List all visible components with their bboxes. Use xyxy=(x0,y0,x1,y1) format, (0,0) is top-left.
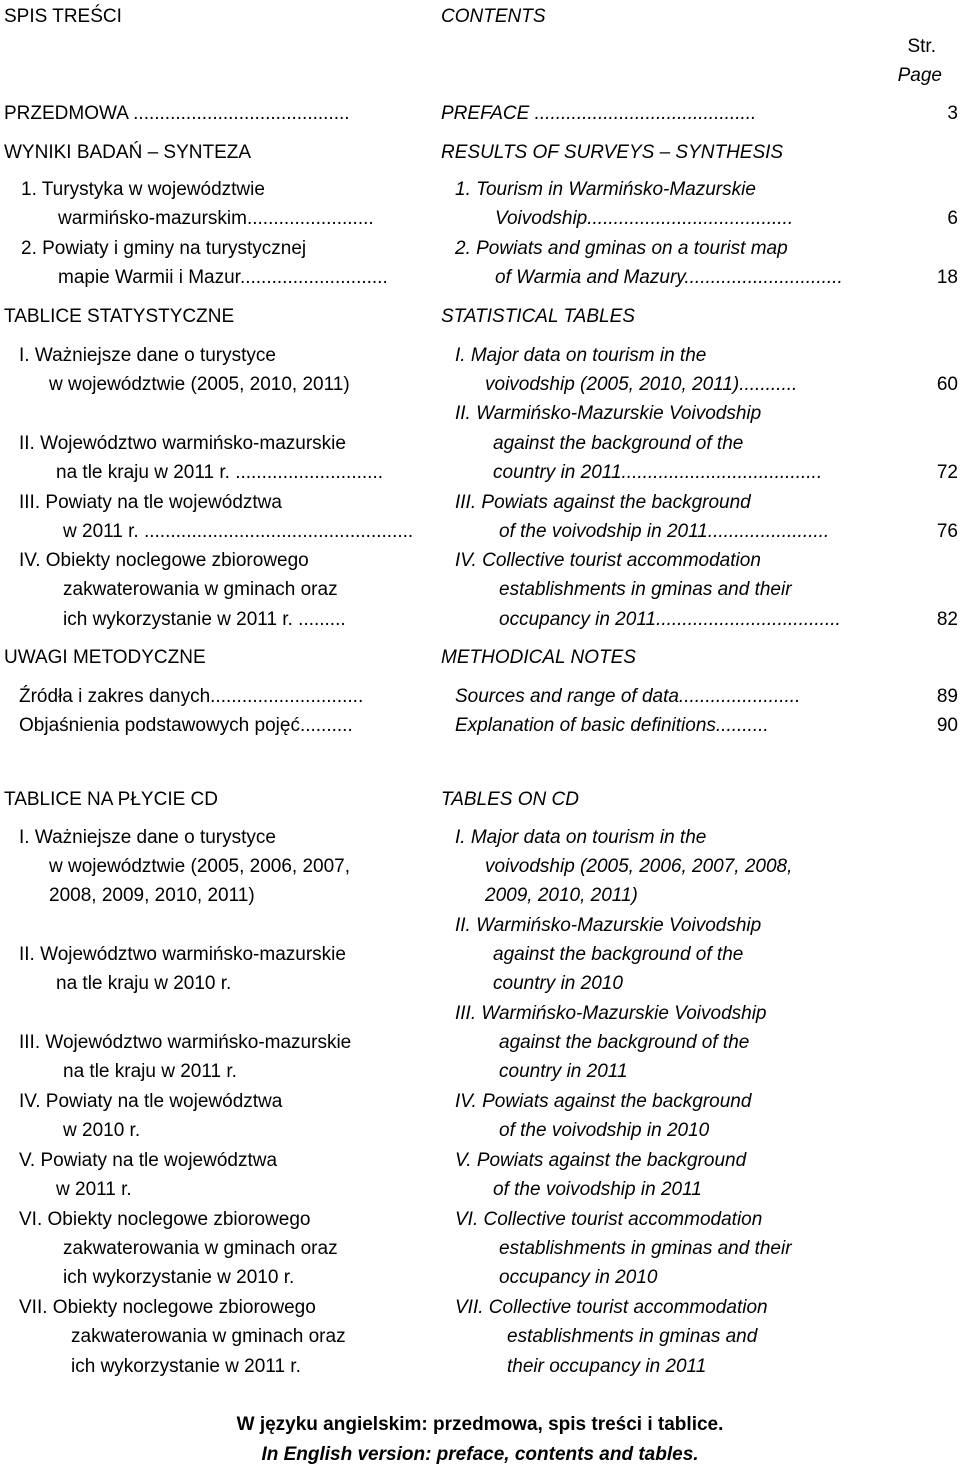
item1-pl-line2: warmińsko-mazurskim........................ xyxy=(58,208,374,229)
cd-pl-1-line3: 2008, 2009, 2010, 2011) xyxy=(49,885,255,906)
table1-pl-line2: w województwie (2005, 2010, 2011) xyxy=(49,374,350,395)
table1-en-line2: voivodship (2005, 2010, 2011)........... xyxy=(485,374,798,395)
table2-pl-line2: na tle kraju w 2011 r. ............................ xyxy=(56,462,383,483)
cd-pl-4-line2: w 2010 r. xyxy=(63,1120,141,1141)
cd-en-2-line3: country in 2010 xyxy=(493,973,623,994)
item1-en-line2: Voivodship....................................... xyxy=(495,208,794,229)
sources-pl: Źródła i zakres danych............................. xyxy=(19,686,364,707)
cd-en-7-line3: their occupancy in 2011 xyxy=(507,1356,707,1377)
cd-heading-en: TABLES ON CD xyxy=(441,789,579,810)
cd-pl-4-line1: IV. Powiaty na tle województwa xyxy=(19,1091,283,1112)
preface-en: PREFACE .......................................... xyxy=(441,103,757,124)
item2-page: 18 xyxy=(936,267,958,288)
cd-pl-3-line2: na tle kraju w 2011 r. xyxy=(63,1061,237,1082)
preface-page: 3 xyxy=(947,103,958,124)
explanation-en: Explanation of basic definitions.......... xyxy=(455,715,769,736)
cd-en-1-line2: voivodship (2005, 2006, 2007, 2008, xyxy=(485,856,793,877)
page-column-label-pl: Str. xyxy=(907,36,936,57)
table2-en-line3: country in 2011...................................... xyxy=(493,462,823,483)
cd-pl-5-line1: V. Powiaty na tle województwa xyxy=(19,1150,278,1171)
item2-pl-line2: mapie Warmii i Mazur............................ xyxy=(58,267,388,288)
table3-pl-line2: w 2011 r. ................................................... xyxy=(63,521,414,542)
table2-page: 72 xyxy=(936,462,958,483)
cd-pl-2-line2: na tle kraju w 2010 r. xyxy=(56,973,232,994)
page-column-label-en: Page xyxy=(897,65,942,86)
table2-en-line2: against the background of the xyxy=(493,433,744,454)
table3-en-line1: III. Powiats against the background xyxy=(455,492,751,513)
item1-en-line1: 1. Tourism in Warmińsko-Mazurskie xyxy=(455,179,756,200)
cd-en-3-line3: country in 2011 xyxy=(499,1061,628,1082)
item2-en-line2: of Warmia and Mazury.............................. xyxy=(495,267,843,288)
cd-en-2-line1: II. Warmińsko-Mazurskie Voivodship xyxy=(455,915,762,936)
cd-pl-1-line1: I. Ważniejsze dane o turystyce xyxy=(19,827,276,848)
preface-pl: PRZEDMOWA ......................................... xyxy=(4,103,350,124)
table4-en-line1: IV. Collective tourist accommodation xyxy=(455,550,761,571)
table4-pl-line2: zakwaterowania w gminach oraz xyxy=(63,579,338,600)
item2-en-line1: 2. Powiats and gminas on a tourist map xyxy=(455,238,788,259)
cd-pl-3-line1: III. Województwo warmińsko-mazurskie xyxy=(19,1032,352,1053)
cd-pl-6-line3: ich wykorzystanie w 2010 r. xyxy=(63,1267,295,1288)
explanation-pl: Objaśnienia podstawowych pojęć.......... xyxy=(19,715,353,736)
sources-page: 89 xyxy=(936,686,958,707)
table3-pl-line1: III. Powiaty na tle województwa xyxy=(19,492,282,513)
table3-en-line2: of the voivodship in 2011....................... xyxy=(499,521,830,542)
page-title-en: CONTENTS xyxy=(441,6,546,27)
table3-page: 76 xyxy=(936,521,958,542)
cd-en-1-line3: 2009, 2010, 2011) xyxy=(485,885,638,906)
table2-en-line1: II. Warmińsko-Mazurskie Voivodship xyxy=(455,403,762,424)
cd-en-6-line2: establishments in gminas and their xyxy=(499,1238,792,1259)
cd-pl-7-line1: VII. Obiekty noclegowe zbiorowego xyxy=(19,1297,316,1318)
table4-pl-line1: IV. Obiekty noclegowe zbiorowego xyxy=(19,550,309,571)
cd-en-2-line2: against the background of the xyxy=(493,944,744,965)
footer-note-en: In English version: preface, contents and tables. xyxy=(261,1444,699,1465)
table1-en-line1: I. Major data on tourism in the xyxy=(455,345,707,366)
cd-en-5-line1: V. Powiats against the background xyxy=(455,1150,747,1171)
table4-pl-line3: ich wykorzystanie w 2011 r. ......... xyxy=(63,609,346,630)
table4-en-line2: establishments in gminas and their xyxy=(499,579,792,600)
method-heading-en: METHODICAL NOTES xyxy=(441,647,636,668)
results-heading-pl: WYNIKI BADAŃ – SYNTEZA xyxy=(4,142,252,163)
table4-page: 82 xyxy=(936,609,958,630)
item2-pl-line1: 2. Powiaty i gminy na turystycznej xyxy=(21,238,307,259)
cd-pl-7-line2: zakwaterowania w gminach oraz xyxy=(71,1326,346,1347)
footer-note-pl: W języku angielskim: przedmowa, spis treści i tablice. xyxy=(236,1414,724,1435)
cd-en-6-line1: VI. Collective tourist accommodation xyxy=(455,1209,763,1230)
table4-en-line3: occupancy in 2011................................... xyxy=(499,609,841,630)
cd-en-6-line3: occupancy in 2010 xyxy=(499,1267,658,1288)
cd-en-4-line2: of the voivodship in 2010 xyxy=(499,1120,710,1141)
item1-pl-line1: 1. Turystyka w województwie xyxy=(21,179,265,200)
table1-pl-line1: I. Ważniejsze dane o turystyce xyxy=(19,345,276,366)
cd-pl-6-line2: zakwaterowania w gminach oraz xyxy=(63,1238,338,1259)
cd-pl-1-line2: w województwie (2005, 2006, 2007, xyxy=(49,856,351,877)
stat-tables-heading-pl: TABLICE STATYSTYCZNE xyxy=(4,306,235,327)
cd-heading-pl: TABLICE NA PŁYCIE CD xyxy=(4,789,218,810)
cd-en-7-line1: VII. Collective tourist accommodation xyxy=(455,1297,768,1318)
stat-tables-heading-en: STATISTICAL TABLES xyxy=(441,306,635,327)
cd-pl-6-line1: VI. Obiekty noclegowe zbiorowego xyxy=(19,1209,311,1230)
cd-en-3-line1: III. Warmińsko-Mazurskie Voivodship xyxy=(455,1003,767,1024)
cd-pl-5-line2: w 2011 r. xyxy=(56,1179,132,1200)
cd-pl-2-line1: II. Województwo warmińsko-mazurskie xyxy=(19,944,346,965)
table1-page: 60 xyxy=(936,374,958,395)
cd-pl-7-line3: ich wykorzystanie w 2011 r. xyxy=(71,1356,301,1377)
cd-en-1-line1: I. Major data on tourism in the xyxy=(455,827,707,848)
cd-en-3-line2: against the background of the xyxy=(499,1032,750,1053)
item1-page: 6 xyxy=(947,208,958,229)
table2-pl-line1: II. Województwo warmińsko-mazurskie xyxy=(19,433,346,454)
sources-en: Sources and range of data....................... xyxy=(455,686,801,707)
page-title-pl: SPIS TREŚCI xyxy=(4,6,122,27)
cd-en-4-line1: IV. Powiats against the background xyxy=(455,1091,752,1112)
results-heading-en: RESULTS OF SURVEYS – SYNTHESIS xyxy=(441,142,784,163)
method-heading-pl: UWAGI METODYCZNE xyxy=(4,647,206,668)
cd-en-5-line2: of the voivodship in 2011 xyxy=(493,1179,702,1200)
cd-en-7-line2: establishments in gminas and xyxy=(507,1326,758,1347)
explanation-page: 90 xyxy=(936,715,958,736)
